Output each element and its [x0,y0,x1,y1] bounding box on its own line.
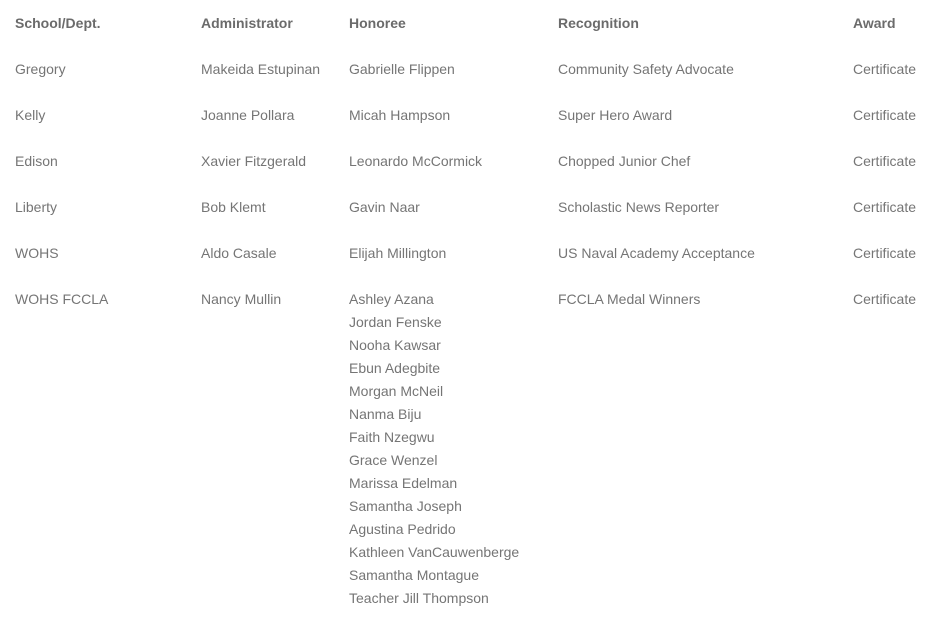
header-award: Award [853,15,896,31]
cell-honoree: Gabrielle Flippen [349,61,455,77]
cell-honoree: Gavin Naar [349,199,420,215]
list-item: Kathleen VanCauwenberge [349,544,520,560]
list-item: Jordan Fenske [349,314,442,330]
table-row [0,92,943,138]
cell-award: Certificate [853,199,917,215]
list-item: Samantha Montague [349,567,479,583]
cell-honoree: Leonardo McCormick [349,153,483,169]
list-item: Ashley Azana [349,291,434,307]
header-school-dept: School/Dept. [15,15,101,31]
cell-school: WOHS [15,245,59,261]
list-item: Marissa Edelman [349,475,458,491]
table-row [0,230,943,276]
list-item: Ebun Adegbite [349,360,441,376]
cell-recognition: Super Hero Award [558,107,673,123]
cell-award: Certificate [853,61,917,77]
cell-school: Edison [15,153,58,169]
cell-administrator: Aldo Casale [201,245,277,261]
list-item: Samantha Joseph [349,498,462,514]
list-item: Grace Wenzel [349,452,438,468]
cell-award: Certificate [853,245,917,261]
cell-school: Liberty [15,199,58,215]
header-honoree: Honoree [349,15,406,31]
cell-administrator: Joanne Pollara [201,107,295,123]
cell-school: Gregory [15,61,66,77]
cell-school: Kelly [15,107,46,123]
cell-honoree: Micah Hampson [349,107,451,123]
list-item: Teacher Jill Thompson [349,590,489,606]
cell-recognition: FCCLA Medal Winners [558,291,701,307]
cell-administrator: Nancy Mullin [201,291,282,307]
cell-school: WOHS FCCLA [15,291,109,307]
cell-honoree: Elijah Millington [349,245,447,261]
table-row [0,138,943,184]
header-administrator: Administrator [201,15,293,31]
list-item: Agustina Pedrido [349,521,456,537]
honoree-list [349,276,558,610]
cell-honoree-list [349,276,558,610]
cell-administrator: Bob Klemt [201,199,266,215]
cell-award: Certificate [853,107,917,123]
header-recognition: Recognition [558,15,639,31]
list-item: Nooha Kawsar [349,337,441,353]
cell-administrator: Xavier Fitzgerald [201,153,307,169]
cell-award: Certificate [853,291,917,307]
cell-recognition: Scholastic News Reporter [558,199,720,215]
cell-recognition: Community Safety Advocate [558,61,734,77]
table-row [0,46,943,92]
cell-recognition: US Naval Academy Acceptance [558,245,755,261]
list-item: Nanma Biju [349,406,422,422]
table-row [0,276,943,610]
cell-recognition: Chopped Junior Chef [558,153,691,169]
cell-award: Certificate [853,153,917,169]
table-row [0,184,943,230]
table-header-row [0,0,943,46]
list-item: Morgan McNeil [349,383,444,399]
list-item: Faith Nzegwu [349,429,435,445]
cell-administrator: Makeida Estupinan [201,61,321,77]
